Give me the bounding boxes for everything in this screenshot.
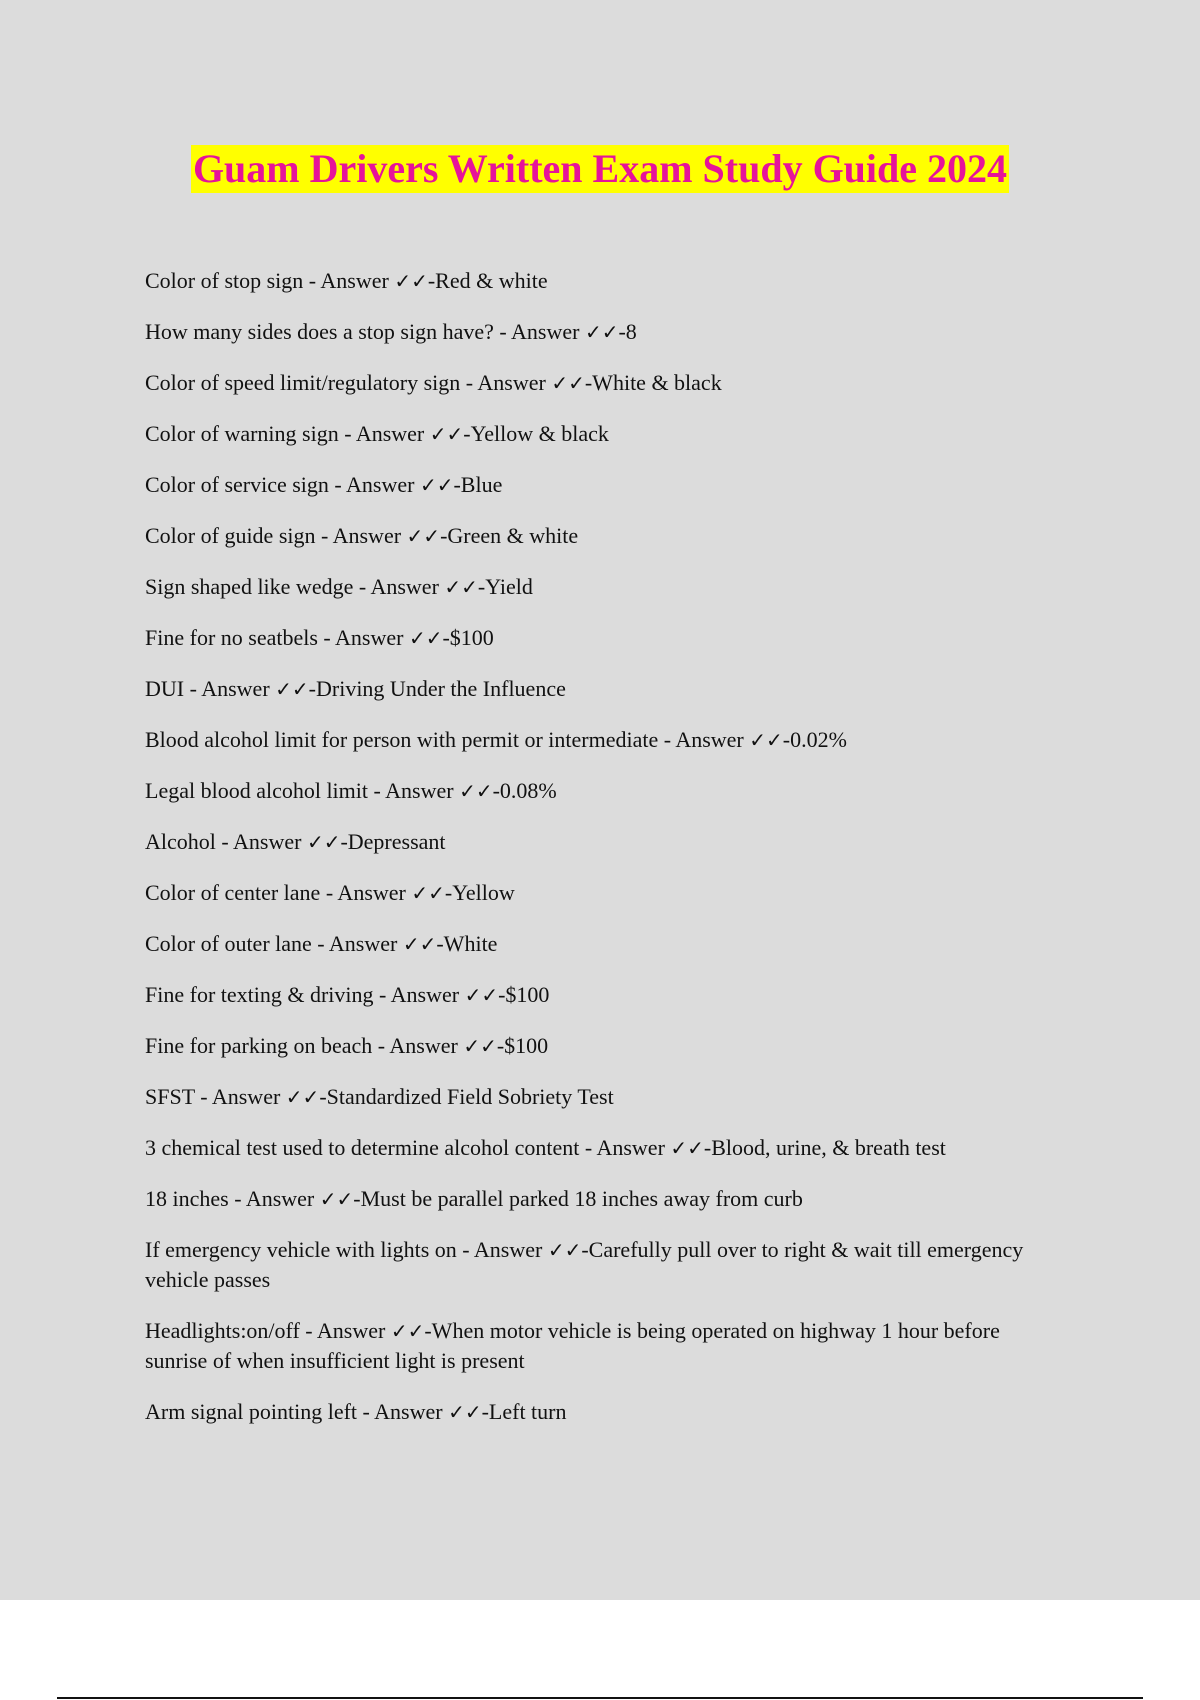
question-text: How many sides does a stop sign have? <box>145 319 494 344</box>
answer-text: -Red & white <box>427 268 548 293</box>
question-text: DUI <box>145 676 185 701</box>
answer-label: - Answer <box>353 574 445 599</box>
answer-label: - Answer <box>493 319 585 344</box>
question-text: Arm signal pointing left <box>145 1399 358 1424</box>
qa-item <box>145 623 1045 653</box>
answer-label: - Answer <box>372 1033 464 1058</box>
question-text: SFST <box>145 1084 195 1109</box>
answer-text: -Blood, urine, & breath test <box>703 1135 946 1160</box>
answer-text: -Carefully pull over to right & wait till emergency vehicle passes <box>145 1237 1024 1292</box>
double-check-icon: ✓✓ <box>459 779 493 803</box>
answer-text: -Depressant <box>340 829 446 854</box>
answer-text: -Driving Under the Influence <box>308 676 566 701</box>
answer-text: -Yellow & black <box>463 421 609 446</box>
question-text: Fine for texting & driving <box>145 982 374 1007</box>
double-check-icon: ✓✓ <box>429 422 464 446</box>
answer-text: -Blue <box>453 472 503 497</box>
answer-label: - Answer <box>579 1135 671 1160</box>
question-text: 18 inches <box>145 1186 229 1211</box>
question-text: Fine for no seatbels <box>145 625 318 650</box>
answer-text: -When motor vehicle is being operated on highway 1 hour before sunrise of when insufficient light is present <box>145 1318 1000 1373</box>
answer-label: - Answer <box>315 523 407 548</box>
answer-label: - Answer <box>357 1399 449 1424</box>
question-text: Legal blood alcohol limit <box>145 778 369 803</box>
qa-item <box>145 1397 1045 1427</box>
question-text: Color of warning sign <box>145 421 339 446</box>
answer-label: - Answer <box>299 1318 391 1343</box>
qa-item <box>145 674 1045 704</box>
answer-label: - Answer <box>658 727 750 752</box>
answer-label: - Answer <box>215 829 307 854</box>
double-check-icon: ✓✓ <box>390 1319 425 1343</box>
double-check-icon: ✓✓ <box>319 1187 354 1211</box>
answer-label: - Answer <box>228 1186 320 1211</box>
title-block <box>0 145 1200 193</box>
double-check-icon: ✓✓ <box>306 830 341 854</box>
answer-text: -White & black <box>584 370 722 395</box>
answer-text: -Must be parallel parked 18 inches away from curb <box>353 1186 803 1211</box>
qa-item <box>145 776 1045 806</box>
answer-label: - Answer <box>456 1237 548 1262</box>
question-text: Color of center lane <box>145 880 321 905</box>
qa-item <box>145 1184 1045 1214</box>
double-check-icon: ✓✓ <box>448 1400 482 1424</box>
answer-label: - Answer <box>194 1084 286 1109</box>
qa-list <box>145 266 1045 1448</box>
answer-text: -$100 <box>498 982 550 1007</box>
question-text: Fine for parking on beach <box>145 1033 373 1058</box>
answer-label: - Answer <box>368 778 460 803</box>
qa-item <box>145 1031 1045 1061</box>
qa-item <box>145 572 1045 602</box>
answer-label: - Answer <box>328 472 420 497</box>
question-text: Sign shaped like wedge <box>145 574 354 599</box>
double-check-icon: ✓✓ <box>463 1034 497 1058</box>
answer-text: -Yellow <box>444 880 515 905</box>
double-check-icon: ✓✓ <box>285 1085 320 1109</box>
question-text: Alcohol <box>145 829 216 854</box>
question-text: Color of speed limit/regulatory sign <box>145 370 461 395</box>
answer-text: -Left turn <box>481 1399 567 1424</box>
double-check-icon: ✓✓ <box>402 932 437 956</box>
qa-item <box>145 368 1045 398</box>
double-check-icon: ✓✓ <box>444 575 478 599</box>
qa-item <box>145 1316 1045 1376</box>
question-text: 3 chemical test used to determine alcohol content <box>145 1135 580 1160</box>
double-check-icon: ✓✓ <box>408 626 443 650</box>
question-text: Blood alcohol limit for person with permit or intermediate <box>145 727 659 752</box>
qa-item <box>145 878 1045 908</box>
double-check-icon: ✓✓ <box>411 881 445 905</box>
qa-item <box>145 827 1045 857</box>
qa-item <box>145 980 1045 1010</box>
answer-label: - Answer <box>303 268 395 293</box>
answer-text: -0.02% <box>782 727 847 752</box>
answer-label: - Answer <box>184 676 276 701</box>
answer-label: - Answer <box>338 421 430 446</box>
double-check-icon: ✓✓ <box>670 1136 704 1160</box>
answer-text: -Green & white <box>440 523 579 548</box>
qa-item <box>145 1235 1045 1295</box>
answer-text: -White <box>436 931 498 956</box>
qa-item <box>145 1082 1045 1112</box>
answer-label: - Answer <box>317 625 409 650</box>
bottom-divider <box>57 1697 1143 1699</box>
document-title: Guam Drivers Written Exam Study Guide 2024 <box>192 146 1008 191</box>
answer-label: - Answer <box>311 931 403 956</box>
qa-item <box>145 266 1045 296</box>
qa-item <box>145 419 1045 449</box>
question-text: Color of stop sign <box>145 268 304 293</box>
double-check-icon: ✓✓ <box>419 473 454 497</box>
question-text: Color of outer lane <box>145 931 312 956</box>
question-text: Color of service sign <box>145 472 329 497</box>
answer-label: - Answer <box>460 370 552 395</box>
double-check-icon: ✓✓ <box>547 1238 582 1262</box>
double-check-icon: ✓✓ <box>749 728 783 752</box>
double-check-icon: ✓✓ <box>464 983 499 1007</box>
qa-item <box>145 929 1045 959</box>
double-check-icon: ✓✓ <box>551 371 585 395</box>
answer-label: - Answer <box>320 880 412 905</box>
answer-text: -$100 <box>442 625 494 650</box>
qa-item <box>145 317 1045 347</box>
answer-text: -0.08% <box>492 778 557 803</box>
double-check-icon: ✓✓ <box>275 677 309 701</box>
question-text: Headlights:on/off <box>145 1318 300 1343</box>
answer-text: -8 <box>618 319 637 344</box>
answer-text: -Yield <box>477 574 533 599</box>
question-text: If emergency vehicle with lights on <box>145 1237 457 1262</box>
double-check-icon: ✓✓ <box>406 524 441 548</box>
double-check-icon: ✓✓ <box>584 320 619 344</box>
answer-text: -$100 <box>496 1033 549 1058</box>
answer-text: -Standardized Field Sobriety Test <box>319 1084 614 1109</box>
question-text: Color of guide sign <box>145 523 316 548</box>
double-check-icon: ✓✓ <box>394 269 428 293</box>
qa-item <box>145 470 1045 500</box>
qa-item <box>145 725 1045 755</box>
qa-item <box>145 521 1045 551</box>
qa-item <box>145 1133 1045 1163</box>
answer-label: - Answer <box>373 982 465 1007</box>
